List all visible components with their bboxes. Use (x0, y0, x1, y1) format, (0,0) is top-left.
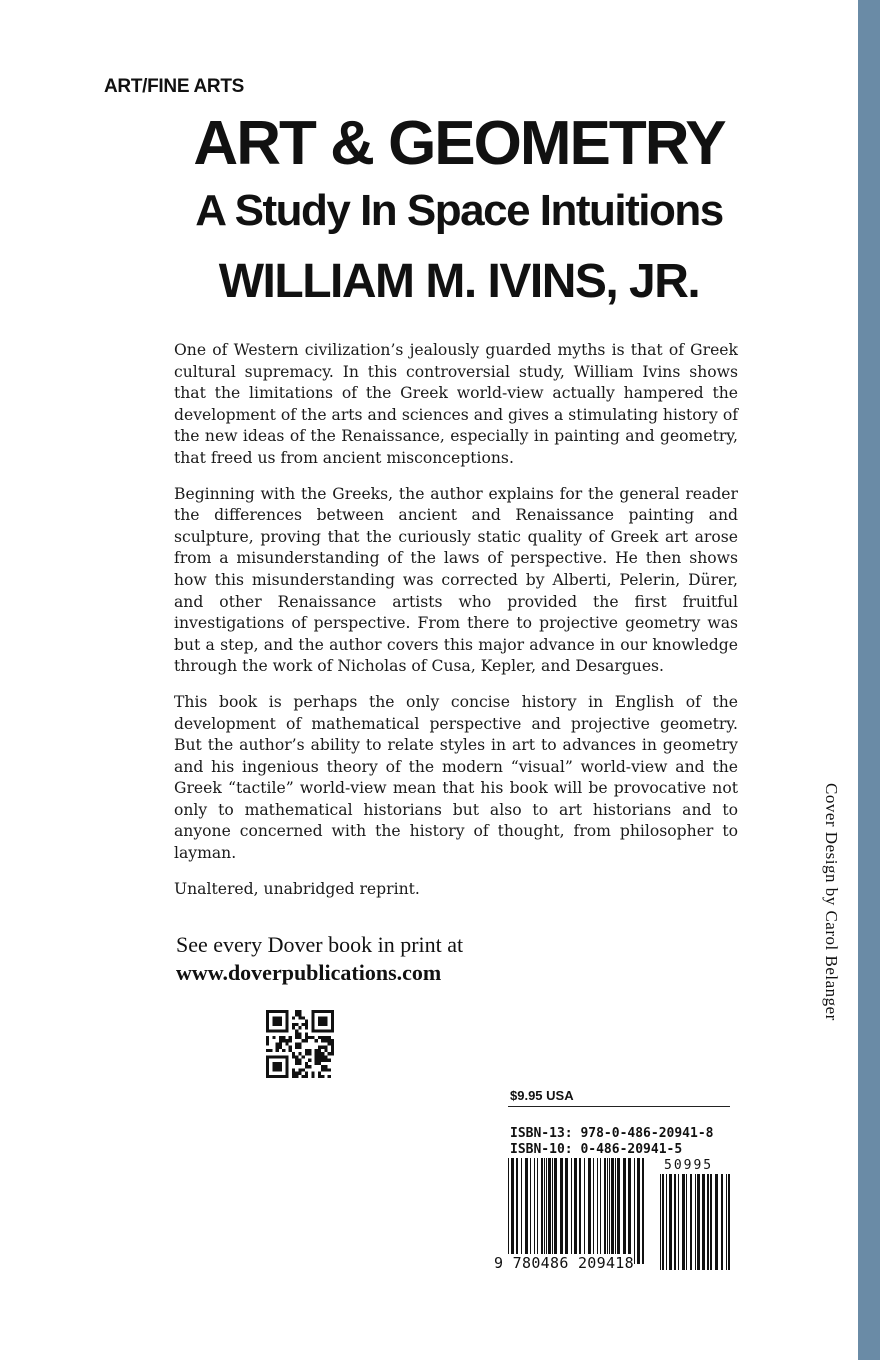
price-divider (508, 1106, 730, 1107)
barcode-addon-digits: 50995 (664, 1158, 714, 1173)
blurb-text (174, 340, 738, 914)
blurb-paragraph: One of Western civilization’s jealously guarded myths is that of Greek cultural supremacy. In this controversial study, William Ivins shows that the limitations of the Greek world-view actually hampered the development of the arts and sciences and gives a stimulating history of the new ideas of the Renaissance, especially in painting and geometry, that freed us from ancient misconceptions. (174, 341, 738, 467)
qr-code-icon[interactable] (266, 1010, 334, 1078)
isbn-10: ISBN-10: 0-486-20941-5 (510, 1142, 683, 1157)
book-author: WILLIAM M. IVINS, JR. (218, 255, 700, 308)
price-label: $9.95 USA (510, 1088, 574, 1103)
publisher-website-link[interactable]: www.doverpublications.com (176, 960, 442, 985)
cover-design-credit: Cover Design by Carol Belanger (822, 783, 841, 1021)
promo-line: See every Dover book in print at (176, 932, 464, 957)
book-subtitle: A Study In Space Intuitions (195, 186, 723, 235)
barcode-ean-digits: 9 780486 209418 (494, 1254, 634, 1272)
book-title: ART & GEOMETRY (193, 109, 725, 178)
blurb-paragraph: Beginning with the Greeks, the author explains for the general reader the differences between ancient and Renaissance painting and sculpture, proving that the curiously static quality of Greek art arose from a misunderstanding of the laws of perspective. He then shows how this misunderstanding was corrected by Alberti, Pelerin, Dürer, and other Renaissance artists who provided the first fruitful investigations of perspective. From there to projective geometry was but a step, and the author covers this major advance in our knowledge through the work of Nicholas of Cusa, Kepler, and Desargues. (174, 484, 738, 676)
blurb-paragraph: This book is perhaps the only concise history in English of the development of mathematical perspective and projective geometry. But the author’s ability to relate styles in art to advances in geometry and his ingenious theory of the modern “visual” world-view and the Greek “tactile” world-view mean that his book will be provocative not only to mathematical historians but also to art historians and to anyone concerned with the history of thought, from philosopher to layman. (174, 692, 738, 863)
blurb-paragraph: Unaltered, unabridged reprint. (174, 879, 420, 898)
isbn-13: ISBN-13: 978-0-486-20941-8 (510, 1126, 714, 1141)
spine-edge (858, 0, 880, 1360)
category-label: ART/FINE ARTS (104, 76, 245, 97)
